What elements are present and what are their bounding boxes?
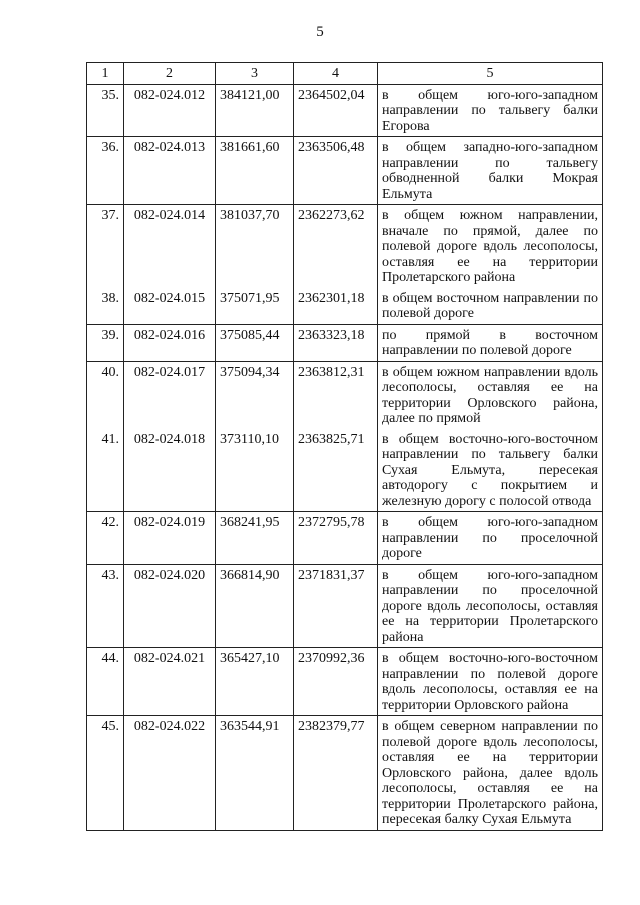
table-row (87, 288, 603, 325)
header-col-1: 1 (87, 63, 124, 85)
row-number: 37. (87, 205, 124, 288)
point-code: 082-024.012 (124, 84, 216, 137)
point-code: 082-024.022 (124, 716, 216, 831)
coordinate-y: 2363506,48 (294, 137, 378, 205)
header-col-2: 2 (124, 63, 216, 85)
route-description: в общем северном направлении по полевой дороге вдоль лесополосы, оставляя ее на территории Орловского района, далее вдоль лесополосы, оставляя ее на территории Пролетарского района, пересекая балку Сухая Ельмута (378, 716, 603, 831)
point-code: 082-024.016 (124, 324, 216, 361)
coordinate-y: 2362273,62 (294, 205, 378, 288)
coordinate-x: 375094,34 (216, 361, 294, 429)
point-code: 082-024.014 (124, 205, 216, 288)
coordinate-y: 2372795,78 (294, 512, 378, 565)
coordinate-y: 2362301,18 (294, 288, 378, 325)
route-description: в общем юго-юго-западном направлении по тальвегу балки Егорова (378, 84, 603, 137)
coordinate-y: 2363825,71 (294, 429, 378, 512)
route-description: по прямой в восточном направлении по полевой дороге (378, 324, 603, 361)
coordinate-y: 2363323,18 (294, 324, 378, 361)
header-col-4: 4 (294, 63, 378, 85)
table-row (87, 716, 603, 831)
point-code: 082-024.015 (124, 288, 216, 325)
route-description: в общем южном направлении, вначале по прямой, далее по полевой дороге вдоль лесополосы, оставляя ее на территории Пролетарского района (378, 205, 603, 288)
row-number: 43. (87, 564, 124, 648)
boundary-points-table (86, 62, 603, 831)
row-number: 38. (87, 288, 124, 325)
point-code: 082-024.020 (124, 564, 216, 648)
coordinate-x: 365427,10 (216, 648, 294, 716)
point-code: 082-024.018 (124, 429, 216, 512)
coordinate-y: 2370992,36 (294, 648, 378, 716)
row-number: 44. (87, 648, 124, 716)
coordinate-y: 2364502,04 (294, 84, 378, 137)
row-number: 36. (87, 137, 124, 205)
route-description: в общем восточном направлении по полевой дороге (378, 288, 603, 325)
table-row (87, 512, 603, 565)
point-code: 082-024.013 (124, 137, 216, 205)
table-row (87, 361, 603, 429)
coordinate-x: 373110,10 (216, 429, 294, 512)
route-description: в общем южном направлении вдоль лесополосы, оставляя ее на территории Орловского района, далее по прямой (378, 361, 603, 429)
row-number: 45. (87, 716, 124, 831)
page-number: 5 (316, 24, 324, 40)
route-description: в общем юго-юго-западном направлении по проселочной дороге (378, 512, 603, 565)
coordinate-y: 2382379,77 (294, 716, 378, 831)
coordinate-x: 375071,95 (216, 288, 294, 325)
table-row (87, 564, 603, 648)
table-row (87, 429, 603, 512)
coordinate-x: 384121,00 (216, 84, 294, 137)
coordinate-y: 2371831,37 (294, 564, 378, 648)
route-description: в общем юго-юго-западном направлении по проселочной дороге вдоль лесополосы, оставляя ее на территории Пролетарского района (378, 564, 603, 648)
coordinate-x: 375085,44 (216, 324, 294, 361)
point-code: 082-024.021 (124, 648, 216, 716)
route-description: в общем восточно-юго-восточном направлении по полевой дороге вдоль лесополосы, оставляя ее на территории Орловского района (378, 648, 603, 716)
coordinate-x: 381037,70 (216, 205, 294, 288)
coordinate-x: 381661,60 (216, 137, 294, 205)
coordinate-x: 368241,95 (216, 512, 294, 565)
table-row (87, 324, 603, 361)
coordinate-x: 366814,90 (216, 564, 294, 648)
table-row (87, 84, 603, 137)
row-number: 42. (87, 512, 124, 565)
header-col-3: 3 (216, 63, 294, 85)
route-description: в общем западно-юго-западном направлении по тальвегу обводненной балки Мокрая Ельмута (378, 137, 603, 205)
table-row (87, 205, 603, 288)
coordinate-y: 2363812,31 (294, 361, 378, 429)
row-number: 35. (87, 84, 124, 137)
row-number: 39. (87, 324, 124, 361)
header-col-5: 5 (378, 63, 603, 85)
table-row (87, 137, 603, 205)
coordinate-x: 363544,91 (216, 716, 294, 831)
row-number: 40. (87, 361, 124, 429)
table-row (87, 648, 603, 716)
point-code: 082-024.019 (124, 512, 216, 565)
row-number: 41. (87, 429, 124, 512)
table-header-row (87, 63, 603, 85)
route-description: в общем восточно-юго-восточном направлении по тальвегу балки Сухая Ельмута, пересекая автодорогу с покрытием и железную дорогу с полосой отвода (378, 429, 603, 512)
point-code: 082-024.017 (124, 361, 216, 429)
